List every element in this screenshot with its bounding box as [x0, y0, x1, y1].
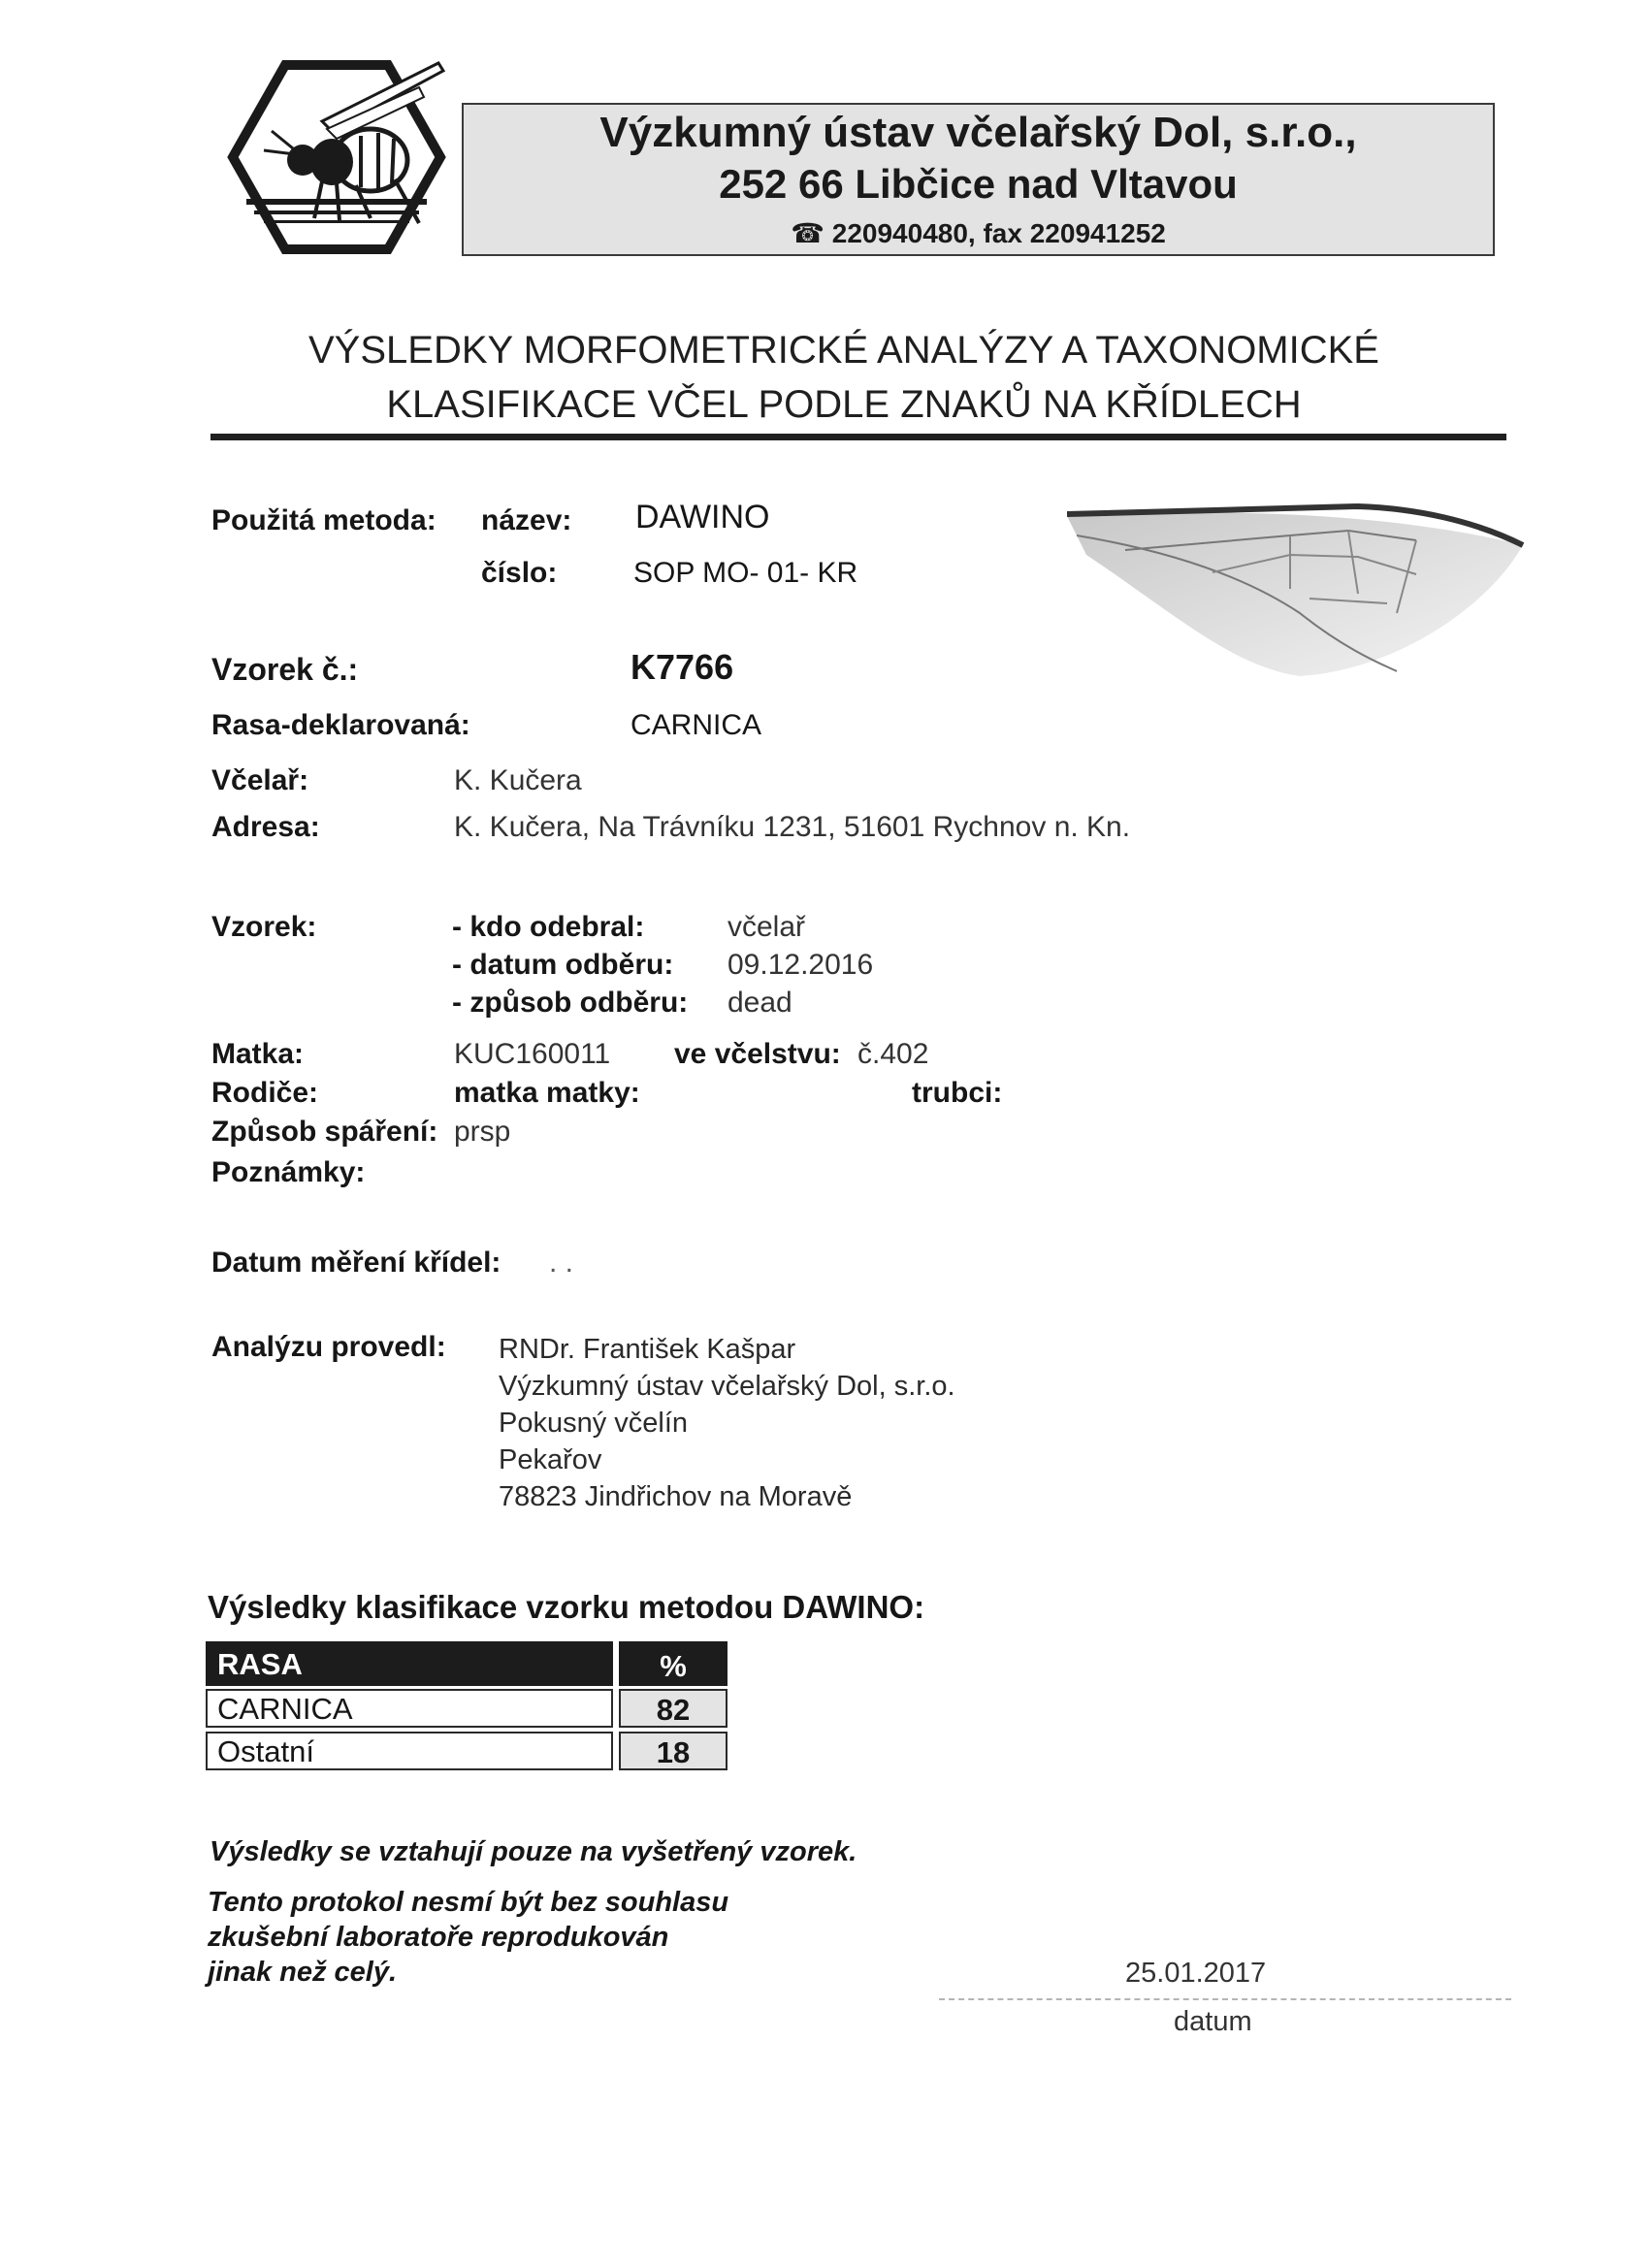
title-divider: [210, 434, 1506, 440]
results-row-percent: 82: [619, 1689, 728, 1728]
analyst-institute: Výzkumný ústav včelařský Dol, s.r.o.: [499, 1371, 955, 1402]
results-scope-note: Výsledky se vztahují pouze na vyšetřený vzorek.: [210, 1836, 857, 1867]
reproduction-note-line3: jinak než celý.: [208, 1957, 398, 1988]
declared-race-value: CARNICA: [630, 709, 762, 741]
address-value: K. Kučera, Na Trávníku 1231, 51601 Rychnov n. Kn.: [454, 811, 1131, 843]
institute-name: Výzkumný ústav včelařský Dol, s.r.o.,: [599, 109, 1357, 156]
document-title-line2: KLASIFIKACE VČEL PODLE ZNAKŮ NA KŘÍDLECH: [386, 383, 1302, 426]
results-row-percent: 18: [619, 1732, 728, 1770]
beekeeper-value: K. Kučera: [454, 764, 582, 796]
parents-label: Rodiče:: [211, 1077, 319, 1109]
wing-measurement-date-label: Datum měření křídel:: [211, 1247, 501, 1279]
drones-label: trubci:: [912, 1077, 1003, 1109]
reproduction-note: [208, 1885, 728, 1990]
method-number-value: SOP MO- 01- KR: [633, 557, 858, 589]
sample-number-value: K7766: [630, 647, 734, 687]
results-row-race: Ostatní: [206, 1732, 613, 1770]
queen-label: Matka:: [211, 1038, 305, 1070]
collection-method-value: dead: [728, 987, 792, 1019]
institute-address: 252 66 Libčice nad Vltavou: [719, 161, 1238, 207]
results-row-race: CARNICA: [206, 1689, 613, 1728]
collection-date-value: 09.12.2016: [728, 949, 874, 981]
address-label: Adresa:: [211, 811, 320, 843]
queen-value: KUC160011: [454, 1038, 611, 1070]
issue-date-label: datum: [1174, 2006, 1252, 2037]
colony-label: ve včelstvu:: [674, 1038, 841, 1070]
document-title-line1: VÝSLEDKY MORFOMETRICKÉ ANALÝZY A TAXONOMICKÉ: [307, 329, 1379, 372]
analyst-label: Analýzu provedl:: [211, 1331, 446, 1363]
queen-mother-label: matka matky:: [454, 1077, 640, 1109]
issue-date-value: 25.01.2017: [1125, 1958, 1267, 1989]
beekeeper-label: Včelař:: [211, 764, 309, 796]
institute-header-box: [462, 103, 1495, 256]
mating-method-value: prsp: [454, 1116, 511, 1148]
analyst-name: RNDr. František Kašpar: [499, 1334, 796, 1365]
collected-by-value: včelař: [728, 911, 806, 943]
collection-date-label: - datum odběru:: [452, 949, 674, 981]
results-heading: Výsledky klasifikace vzorku metodou DAWINO:: [208, 1589, 925, 1625]
analyst-postal-address: 78823 Jindřichov na Moravě: [499, 1481, 853, 1512]
collection-label: Vzorek:: [211, 911, 317, 943]
institute-bee-logo: [225, 53, 448, 262]
results-header-race: RASA: [206, 1641, 613, 1686]
reproduction-note-line1: Tento protokol nesmí být bez souhlasu: [208, 1887, 729, 1918]
wing-measurement-date-value: . .: [549, 1247, 574, 1279]
collected-by-label: - kdo odebral:: [452, 911, 645, 943]
declared-race-label: Rasa-deklarovaná:: [211, 709, 470, 741]
notes-label: Poznámky:: [211, 1156, 366, 1188]
document-title: [194, 323, 1494, 432]
institute-phone-fax: ☎ 220940480, fax 220941252: [791, 218, 1166, 248]
analyst-apiary: Pokusný včelín: [499, 1408, 689, 1439]
date-signature-line: [939, 1998, 1511, 2000]
method-name-value: DAWINO: [635, 499, 770, 535]
method-label: Použitá metoda:: [211, 504, 436, 536]
reproduction-note-line2: zkušební laboratoře reprodukován: [208, 1922, 669, 1953]
analyst-locality: Pekařov: [499, 1444, 602, 1475]
method-number-label: číslo:: [481, 557, 558, 589]
results-header-percent: %: [619, 1641, 728, 1686]
bee-wing-image: [1067, 497, 1533, 681]
colony-value: č.402: [857, 1038, 929, 1070]
method-name-label: název:: [481, 504, 572, 536]
analyst-block: [499, 1331, 955, 1515]
mating-method-label: Způsob spáření:: [211, 1116, 438, 1148]
sample-number-label: Vzorek č.:: [211, 652, 359, 687]
collection-method-label: - způsob odběru:: [452, 987, 689, 1019]
